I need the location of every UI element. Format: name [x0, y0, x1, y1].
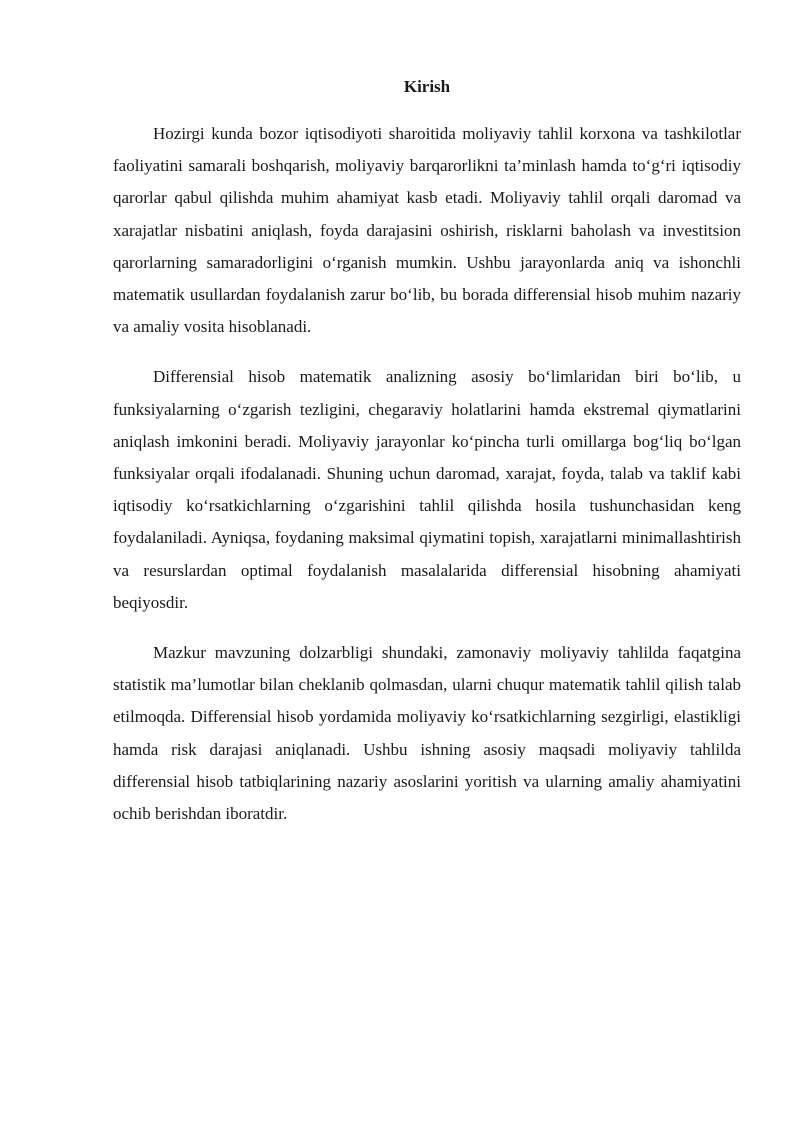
document-page [113, 74, 741, 848]
paragraph-1: Hozirgi kunda bozor iqtisodiyoti sharoitida moliyaviy tahlil korxona va tashkilotlar faoliyatini samarali boshqarish, moliyaviy barqarorlikni ta’minlash hamda to‘g‘ri iqtisodiy qarorlar qabul qilishda muhim ahamiyat kasb etadi. Moliyaviy tahlil orqali daromad va xarajatlar nisbatini aniqlash, foyda darajasini oshirish, risklarni baholash va investitsion qarorlarning samaradorligini o‘rganish mumkin. Ushbu jarayonlarda aniq va ishonchli matematik usullardan foydalanish zarur bo‘lib, bu borada differensial hisob muhim nazariy va amaliy vosita hisoblanadi. [113, 124, 741, 337]
paragraph-3: Mazkur mavzuning dolzarbligi shundaki, zamonaviy moliyaviy tahlilda faqatgina statistik ma’lumotlar bilan cheklanib qolmasdan, ularni chuqur matematik tahlil qilish talab etilmoqda. Differensial hisob yordamida moliyaviy ko‘rsatkichlarning sezgirligi, elastikligi hamda risk darajasi aniqlanadi. Ushbu ishning asosiy maqsadi moliyaviy tahlilda differensial hisob tatbiqlarining nazariy asoslarini yoritish va ularning amaliy ahamiyatini ochib berishdan iboratdir. [113, 643, 741, 824]
section-title: Kirish [403, 77, 451, 96]
paragraph-2: Differensial hisob matematik analizning asosiy bo‘limlaridan biri bo‘lib, u funksiyalarning o‘zgarish tezligini, chegaraviy holatlarini hamda ekstremal qiymatlarini aniqlash imkonini beradi. Moliyaviy jarayonlar ko‘pincha turli omillarga bog‘liq bo‘lgan funksiyalar orqali ifodalanadi. Shuning uchun daromad, xarajat, foyda, talab va taklif kabi iqtisodiy ko‘rsatkichlarning o‘zgarishini tahlil qilishda hosila tushunchasidan keng foydalaniladi. Ayniqsa, foydaning maksimal qiymatini topish, xarajatlarni minimallashtirish va resurslardan optimal foydalanish masalalarida differensial hisobning ahamiyati beqiyosdir. [113, 367, 741, 612]
